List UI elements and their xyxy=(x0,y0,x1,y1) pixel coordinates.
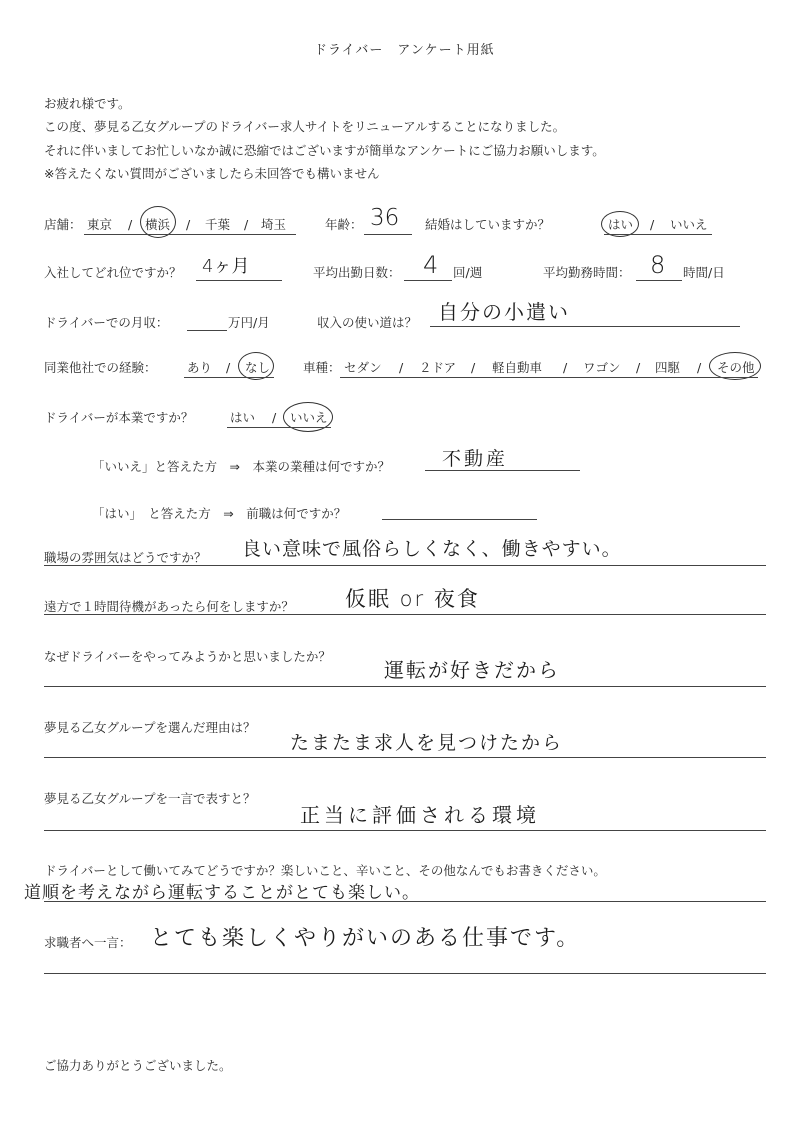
why-driver-answer: 運転が好きだから xyxy=(384,658,560,682)
car-sep-1: / xyxy=(399,360,404,375)
income-unit: 万円/月 xyxy=(228,315,270,330)
car-other[interactable]: その他 xyxy=(717,360,755,375)
mainjob-yes[interactable]: はい xyxy=(230,410,256,425)
experience-label: 同業他社での経験： xyxy=(44,360,157,375)
store-option-chiba[interactable]: 千葉 xyxy=(205,217,231,232)
store-option-yokohama[interactable]: 横浜 xyxy=(145,217,171,232)
tenure-underline xyxy=(196,280,282,281)
hours-label: 平均勤務時間： xyxy=(543,265,631,280)
days-answer: 4 xyxy=(423,251,439,279)
feel-label: ドライバーとして働いてみてどうですか？楽しいこと、辛いこと、その他なんでもお書きください。 xyxy=(44,863,606,878)
store-option-tokyo[interactable]: 東京 xyxy=(87,217,113,232)
reason-answer: たまたま求人を見つけたから xyxy=(290,732,564,754)
store-label: 店舗： xyxy=(44,217,82,232)
intro-line-4: ※答えたくない質問がございましたら未回答でも構いません xyxy=(44,166,380,181)
message-answer: とても楽しくやりがいのある仕事です。 xyxy=(150,926,581,951)
car-kei[interactable]: 軽自動車 xyxy=(492,360,543,375)
page-title: ドライバー アンケート用紙 xyxy=(314,43,495,58)
hours-underline xyxy=(636,280,682,281)
why-driver-label: なぜドライバーをやってみようかと思いましたか？ xyxy=(44,649,331,664)
usage-underline xyxy=(430,326,740,327)
intro-line-1: お疲れ様です。 xyxy=(44,96,131,111)
atmosphere-answer: 良い意味で風俗らしくなく、働きやすい。 xyxy=(242,538,622,560)
store-sep-1: / xyxy=(128,217,133,232)
car-label: 車種： xyxy=(303,360,341,375)
oneword-answer: 正当に評価される環境 xyxy=(300,803,540,827)
age-answer: 36 xyxy=(370,205,400,231)
intro-line-3: それに伴いましてお忙しいなか誠に恐縮ではございますが簡単なアンケートにご協力お願いします。 xyxy=(44,143,605,158)
experience-no[interactable]: なし xyxy=(245,360,271,375)
tenure-answer: 4ヶ月 xyxy=(202,256,250,277)
married-no[interactable]: いいえ xyxy=(670,217,708,232)
hours-unit: 時間/日 xyxy=(683,265,725,280)
experience-underline xyxy=(184,377,274,378)
car-sep-4: / xyxy=(636,360,641,375)
oneword-underline xyxy=(44,830,766,831)
footer-thanks: ご協力ありがとうございました。 xyxy=(44,1058,232,1073)
oneword-label: 夢見る乙女グループを一言で表すと？ xyxy=(44,791,256,806)
experience-no-circle xyxy=(238,352,274,380)
atmosphere-underline xyxy=(44,565,766,566)
tenure-label: 入社してどれ位ですか？ xyxy=(44,265,182,280)
married-yes[interactable]: はい xyxy=(608,217,634,232)
previous-job-label: 「はい」 と答えた方 ⇒ 前職は何ですか？ xyxy=(92,506,347,521)
married-underline xyxy=(604,234,712,235)
days-label: 平均出勤日数： xyxy=(313,265,401,280)
age-label: 年齢： xyxy=(325,217,363,232)
feel-underline xyxy=(44,901,766,902)
wait-label: 遠方で１時間待機があったら何をしますか？ xyxy=(44,599,294,614)
car-sep-5: / xyxy=(697,360,702,375)
car-sep-2: / xyxy=(471,360,476,375)
car-2door[interactable]: ２ドア xyxy=(419,360,457,375)
feel-answer: 道順を考えながら運転することがとても楽しい。 xyxy=(24,883,420,903)
mainjob-sep: / xyxy=(272,410,277,425)
store-option-saitama[interactable]: 埼玉 xyxy=(261,217,287,232)
message-underline xyxy=(44,973,766,974)
reason-label: 夢見る乙女グループを選んだ理由は？ xyxy=(44,720,256,735)
car-wagon[interactable]: ワゴン xyxy=(583,360,621,375)
reason-underline xyxy=(44,757,766,758)
usage-label: 収入の使い道は？ xyxy=(317,315,418,330)
wait-answer: 仮眠 or 夜食 xyxy=(345,587,480,611)
previous-job-underline xyxy=(382,519,537,520)
mainjob-industry-answer: 不動産 xyxy=(442,448,509,470)
experience-yes[interactable]: あり xyxy=(187,360,213,375)
store-sep-2: / xyxy=(186,217,191,232)
car-other-circle xyxy=(709,352,761,380)
days-unit: 回/週 xyxy=(453,265,483,280)
car-sep-3: / xyxy=(563,360,568,375)
age-underline xyxy=(364,234,412,235)
store-underline xyxy=(84,234,296,235)
mainjob-industry-label: 「いいえ」と答えた方 ⇒ 本業の業種は何ですか？ xyxy=(92,459,390,474)
married-label: 結婚はしていますか？ xyxy=(425,217,551,232)
car-underline xyxy=(340,377,758,378)
income-label: ドライバーでの月収： xyxy=(44,315,169,330)
intro-line-2: この度、夢見る乙女グループのドライバー求人サイトをリニューアルすることになりました。 xyxy=(44,119,566,134)
mainjob-no[interactable]: いいえ xyxy=(290,410,328,425)
income-underline xyxy=(187,330,227,331)
mainjob-label: ドライバーが本業ですか？ xyxy=(44,410,194,425)
wait-underline xyxy=(44,614,766,615)
married-sep: / xyxy=(650,217,655,232)
days-underline xyxy=(404,280,452,281)
mainjob-underline xyxy=(227,427,331,428)
car-sedan[interactable]: セダン xyxy=(344,360,382,375)
why-driver-underline xyxy=(44,686,766,687)
experience-sep: / xyxy=(226,360,231,375)
store-sep-3: / xyxy=(244,217,249,232)
hours-answer: 8 xyxy=(650,251,666,279)
message-label: 求職者へ一言： xyxy=(44,935,132,950)
mainjob-industry-underline xyxy=(425,470,580,471)
car-4wd[interactable]: 四駆 xyxy=(655,360,681,375)
usage-answer: 自分の小遣い xyxy=(438,300,570,324)
atmosphere-label: 職場の雰囲気はどうですか？ xyxy=(44,550,207,565)
